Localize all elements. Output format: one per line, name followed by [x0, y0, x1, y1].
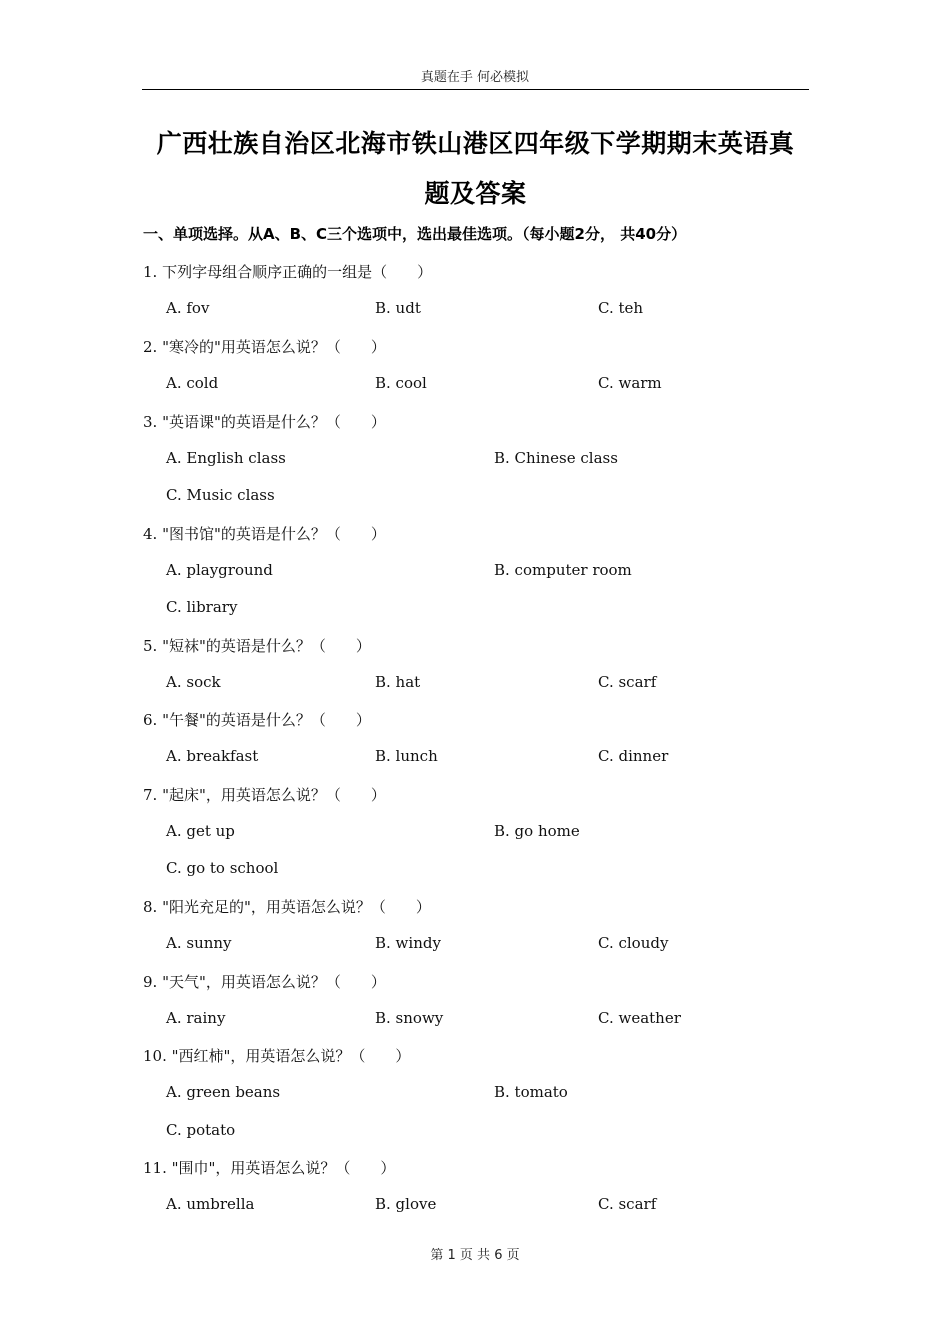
option-b: B. tomato	[494, 1083, 568, 1101]
header-rule	[142, 89, 809, 90]
option-a: A. cold	[166, 374, 219, 392]
option-a: A. get up	[166, 822, 235, 840]
option-c: C. warm	[598, 374, 662, 392]
option-b: B. Chinese class	[494, 449, 618, 467]
question-stem: 6. "午餐"的英语是什么？（ ）	[143, 711, 371, 729]
option-a: A. sunny	[166, 934, 232, 952]
option-b: B. hat	[375, 673, 421, 691]
option-b: B. lunch	[375, 747, 438, 765]
option-c: C. potato	[166, 1121, 236, 1139]
option-a: A. umbrella	[166, 1195, 255, 1213]
option-c: C. cloudy	[598, 934, 669, 952]
page-header: 真题在手 何必模拟	[420, 70, 530, 85]
option-a: A. rainy	[166, 1009, 226, 1027]
page-footer: 第 1 页 共 6 页	[430, 1248, 520, 1263]
option-b: B. go home	[494, 822, 580, 840]
option-b: B. snowy	[375, 1009, 444, 1027]
option-b: B. glove	[375, 1195, 437, 1213]
question-stem: 2. "寒冷的"用英语怎么说？（ ）	[143, 338, 386, 356]
question-stem: 5. "短袜"的英语是什么？（ ）	[143, 637, 371, 655]
option-c: C. weather	[598, 1009, 681, 1027]
option-a: A. green beans	[166, 1083, 281, 1101]
question-stem: 4. "图书馆"的英语是什么？（ ）	[143, 525, 386, 543]
option-b: B. udt	[375, 299, 421, 317]
option-b: B. computer room	[494, 561, 632, 579]
option-b: B. cool	[375, 374, 427, 392]
option-c: C. dinner	[598, 747, 669, 765]
document-title-line-2: 题及答案	[424, 179, 527, 208]
question-stem: 9. "天气"，用英语怎么说？（ ）	[143, 973, 386, 991]
question-stem: 1. 下列字母组合顺序正确的一组是（ ）	[143, 263, 433, 281]
option-a: A. sock	[166, 673, 221, 691]
document-title-line-1: 广西壮族自治区北海市铁山港区四年级下学期期末英语真	[156, 129, 795, 158]
option-a: A. English class	[166, 449, 286, 467]
option-a: A. fov	[166, 299, 210, 317]
option-c: C. scarf	[598, 1195, 657, 1213]
option-b: B. windy	[375, 934, 441, 952]
question-stem: 7. "起床"，用英语怎么说？（ ）	[143, 786, 386, 804]
question-stem: 3. "英语课"的英语是什么？（ ）	[143, 413, 386, 431]
option-c: C. teh	[598, 299, 644, 317]
section-heading: 一、单项选择。从A、B、C三个选项中，选出最佳选项。（每小题2分， 共40分）	[143, 225, 687, 243]
question-stem: 10. "西红柿"，用英语怎么说？（ ）	[143, 1047, 411, 1065]
option-c: C. Music class	[166, 486, 275, 504]
question-stem: 11. "围巾"，用英语怎么说？（ ）	[143, 1159, 396, 1177]
option-a: A. breakfast	[166, 747, 259, 765]
option-c: C. go to school	[166, 859, 279, 877]
option-c: C. library	[166, 598, 238, 616]
option-c: C. scarf	[598, 673, 657, 691]
question-stem: 8. "阳光充足的"，用英语怎么说？（ ）	[143, 898, 431, 916]
option-a: A. playground	[166, 561, 273, 579]
